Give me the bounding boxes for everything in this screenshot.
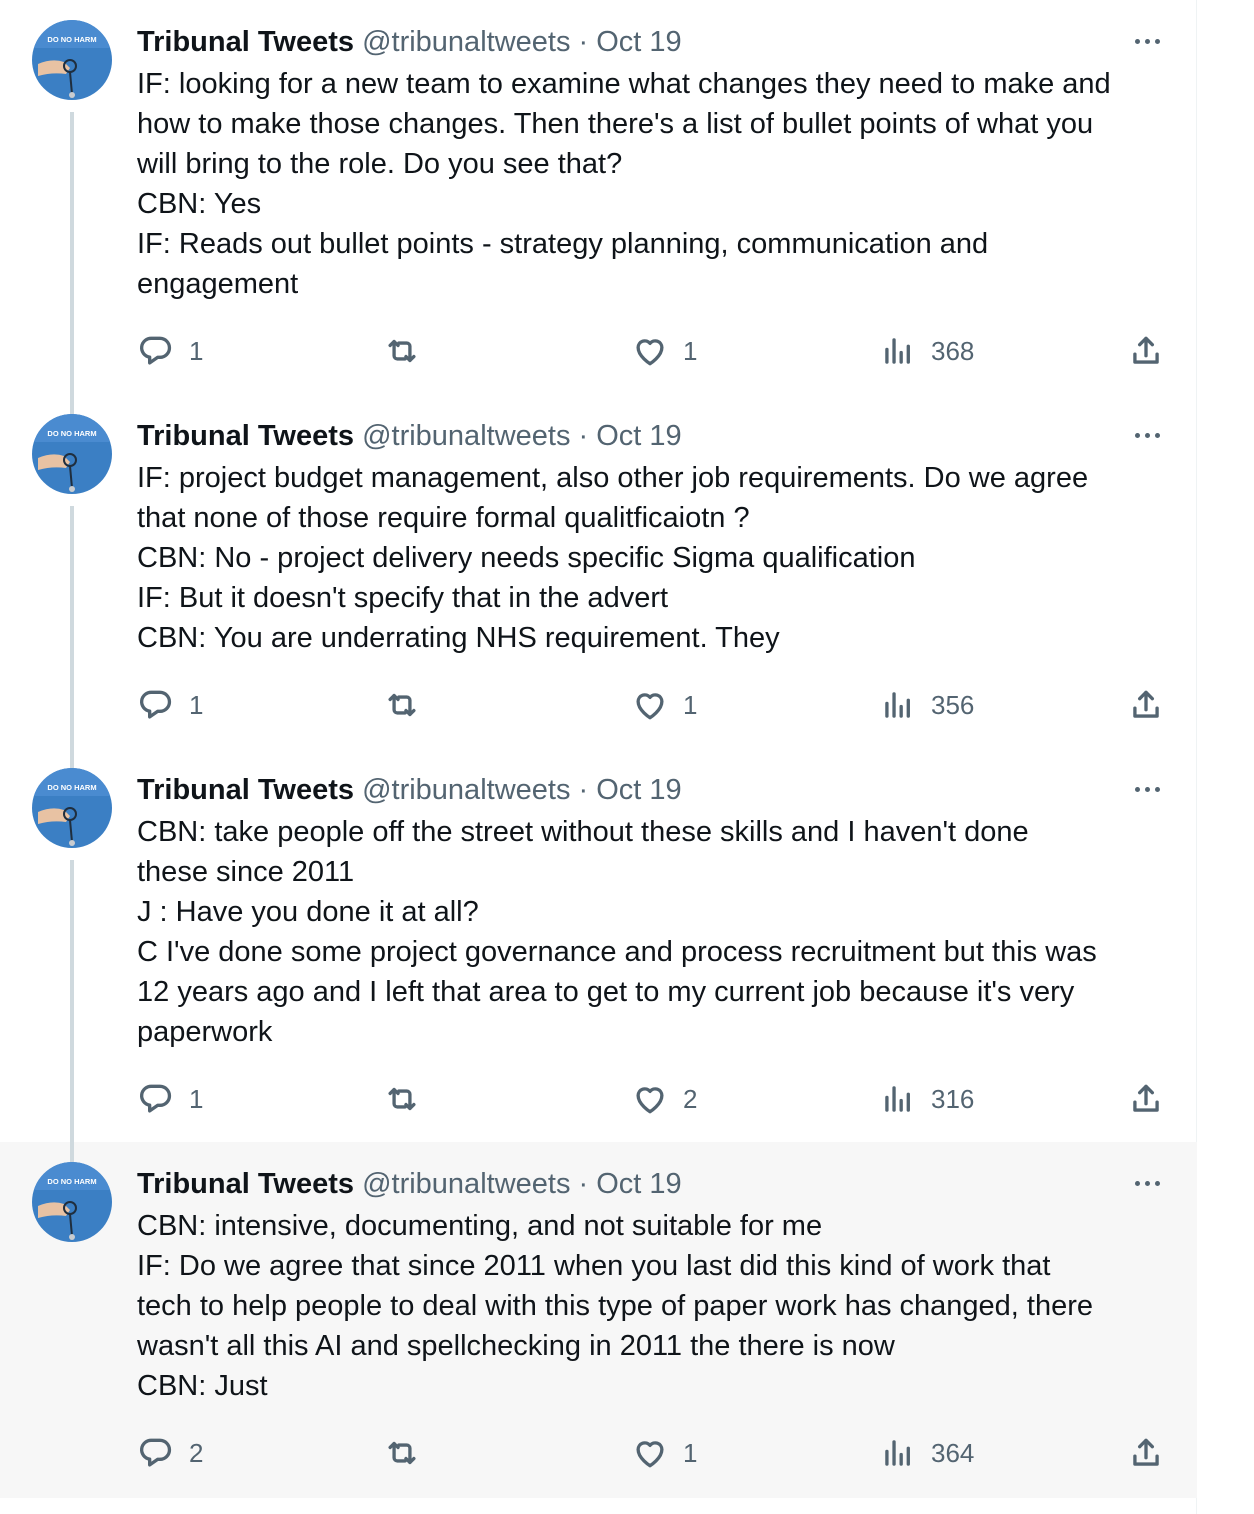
avatar[interactable] — [32, 1162, 112, 1242]
separator-dot: · — [578, 26, 589, 58]
tweet-date[interactable]: Oct 19 — [596, 1168, 682, 1200]
views-button[interactable] — [879, 685, 974, 725]
tweet-header — [137, 414, 1167, 458]
reply-icon — [137, 686, 175, 724]
views-count: 316 — [931, 1083, 975, 1114]
author-name[interactable]: Tribunal Tweets — [137, 774, 355, 806]
thread-line — [70, 394, 74, 414]
reply-button[interactable] — [137, 1079, 203, 1119]
retweet-button[interactable] — [383, 685, 435, 725]
tweet-date[interactable]: Oct 19 — [596, 774, 682, 806]
thread-line — [70, 506, 74, 748]
like-icon — [631, 1080, 669, 1118]
views-icon — [879, 1434, 917, 1472]
avatar-image — [32, 768, 112, 848]
reply-count: 1 — [189, 335, 204, 366]
retweet-button[interactable] — [383, 1079, 435, 1119]
author-handle[interactable]: @tribunaltweets — [362, 420, 571, 452]
avatar-text: DO NO HARM — [47, 35, 97, 44]
tweet-actions — [137, 685, 1167, 725]
avatar-image — [32, 1162, 112, 1242]
reply-count: 1 — [189, 689, 204, 720]
author-handle[interactable]: @tribunaltweets — [362, 1168, 571, 1200]
author-name[interactable]: Tribunal Tweets — [137, 26, 355, 58]
share-button[interactable] — [1127, 1433, 1165, 1473]
retweet-icon — [383, 332, 421, 370]
like-button[interactable] — [631, 331, 697, 371]
reply-icon — [137, 1080, 175, 1118]
author-name[interactable]: Tribunal Tweets — [137, 420, 355, 452]
thread-line — [70, 748, 74, 768]
views-button[interactable] — [879, 1079, 974, 1119]
tweet-header — [137, 20, 1167, 64]
tweet[interactable] — [0, 1142, 1197, 1498]
like-icon — [631, 332, 669, 370]
views-icon — [879, 1080, 917, 1118]
avatar-text: DO NO HARM — [47, 783, 97, 792]
thread-line — [70, 1142, 74, 1162]
views-icon — [879, 686, 917, 724]
tweet-content — [137, 1162, 1167, 1468]
share-icon — [1127, 1434, 1165, 1472]
avatar-image — [32, 414, 112, 494]
avatar[interactable] — [32, 768, 112, 848]
tweet[interactable] — [0, 748, 1197, 1142]
share-icon — [1127, 1080, 1165, 1118]
reply-icon — [137, 332, 175, 370]
views-count: 364 — [931, 1437, 975, 1468]
tweet-header — [137, 768, 1167, 812]
tweet-actions — [137, 331, 1167, 371]
tweet[interactable] — [0, 394, 1197, 748]
separator-dot: · — [578, 420, 589, 452]
views-count: 368 — [931, 335, 975, 366]
reply-icon — [137, 1434, 175, 1472]
tweet-actions — [137, 1079, 1167, 1119]
reply-button[interactable] — [137, 685, 203, 725]
tweet-text: IF: project budget management, also other job requirements. Do we agree that none of those require formal qualitficaiotn ? CBN: No - project delivery needs specific Sigma qualification IF: But it doesn't specify that in the advert CBN: You are underrating NHS requirement. They — [137, 462, 1089, 654]
retweet-icon — [383, 1080, 421, 1118]
tweet-content — [137, 20, 1167, 366]
tweet-content — [137, 414, 1167, 720]
views-button[interactable] — [879, 1433, 974, 1473]
views-button[interactable] — [879, 331, 974, 371]
like-count: 1 — [683, 1437, 698, 1468]
avatar[interactable] — [32, 20, 112, 100]
tweet-text: CBN: take people off the street without these skills and I haven't done these since 2011 J : Have you done it at all? C I've done some project governance and process recruitment but this was 12 years ago and I left that area to get to my current job because it's very paperwork — [137, 816, 1097, 1048]
views-icon — [879, 332, 917, 370]
more-icon[interactable] — [1127, 420, 1167, 450]
tweet-actions — [137, 1433, 1167, 1473]
avatar-text: DO NO HARM — [47, 429, 97, 438]
tweet[interactable] — [0, 0, 1197, 394]
more-icon[interactable] — [1127, 1168, 1167, 1198]
like-icon — [631, 1434, 669, 1472]
more-icon[interactable] — [1127, 26, 1167, 56]
thread-line — [70, 860, 74, 1142]
author-handle[interactable]: @tribunaltweets — [362, 26, 571, 58]
retweet-button[interactable] — [383, 331, 435, 371]
separator-dot: · — [578, 1168, 589, 1200]
share-button[interactable] — [1127, 331, 1165, 371]
share-button[interactable] — [1127, 1079, 1165, 1119]
share-icon — [1127, 686, 1165, 724]
tweet-content — [137, 768, 1167, 1114]
tweet-text: IF: looking for a new team to examine what changes they need to make and how to make those changes. Then there's a list of bullet points of what you will bring to the role. Do you see that? CBN: Yes IF: Reads out bullet points - strategy planning, communication and engagement — [137, 68, 1111, 300]
like-count: 2 — [683, 1083, 698, 1114]
like-count: 1 — [683, 335, 698, 366]
tweet-date[interactable]: Oct 19 — [596, 420, 682, 452]
tweet-text: CBN: intensive, documenting, and not suitable for me IF: Do we agree that since 2011 when you last did this kind of work that tech to help people to deal with this type of paper work has changed, there wasn't all this AI and spellchecking in 2011 the there is now CBN: Just — [137, 1210, 1094, 1402]
share-icon — [1127, 332, 1165, 370]
retweet-icon — [383, 686, 421, 724]
avatar-image — [32, 20, 112, 100]
thread-line — [70, 112, 74, 394]
tweet-date[interactable]: Oct 19 — [596, 26, 682, 58]
reply-button[interactable] — [137, 331, 203, 371]
retweet-icon — [383, 1434, 421, 1472]
separator-dot: · — [578, 774, 589, 806]
views-count: 356 — [931, 689, 975, 720]
tweet-header — [137, 1162, 1167, 1206]
like-button[interactable] — [631, 685, 697, 725]
reply-button[interactable] — [137, 1433, 203, 1473]
like-count: 1 — [683, 689, 698, 720]
share-button[interactable] — [1127, 685, 1165, 725]
like-button[interactable] — [631, 1433, 697, 1473]
avatar[interactable] — [32, 414, 112, 494]
retweet-button[interactable] — [383, 1433, 435, 1473]
author-handle[interactable]: @tribunaltweets — [362, 774, 571, 806]
avatar-text: DO NO HARM — [47, 1177, 97, 1186]
author-name[interactable]: Tribunal Tweets — [137, 1168, 355, 1200]
reply-count: 1 — [189, 1083, 204, 1114]
like-icon — [631, 686, 669, 724]
like-button[interactable] — [631, 1079, 697, 1119]
more-icon[interactable] — [1127, 774, 1167, 804]
reply-count: 2 — [189, 1437, 204, 1468]
